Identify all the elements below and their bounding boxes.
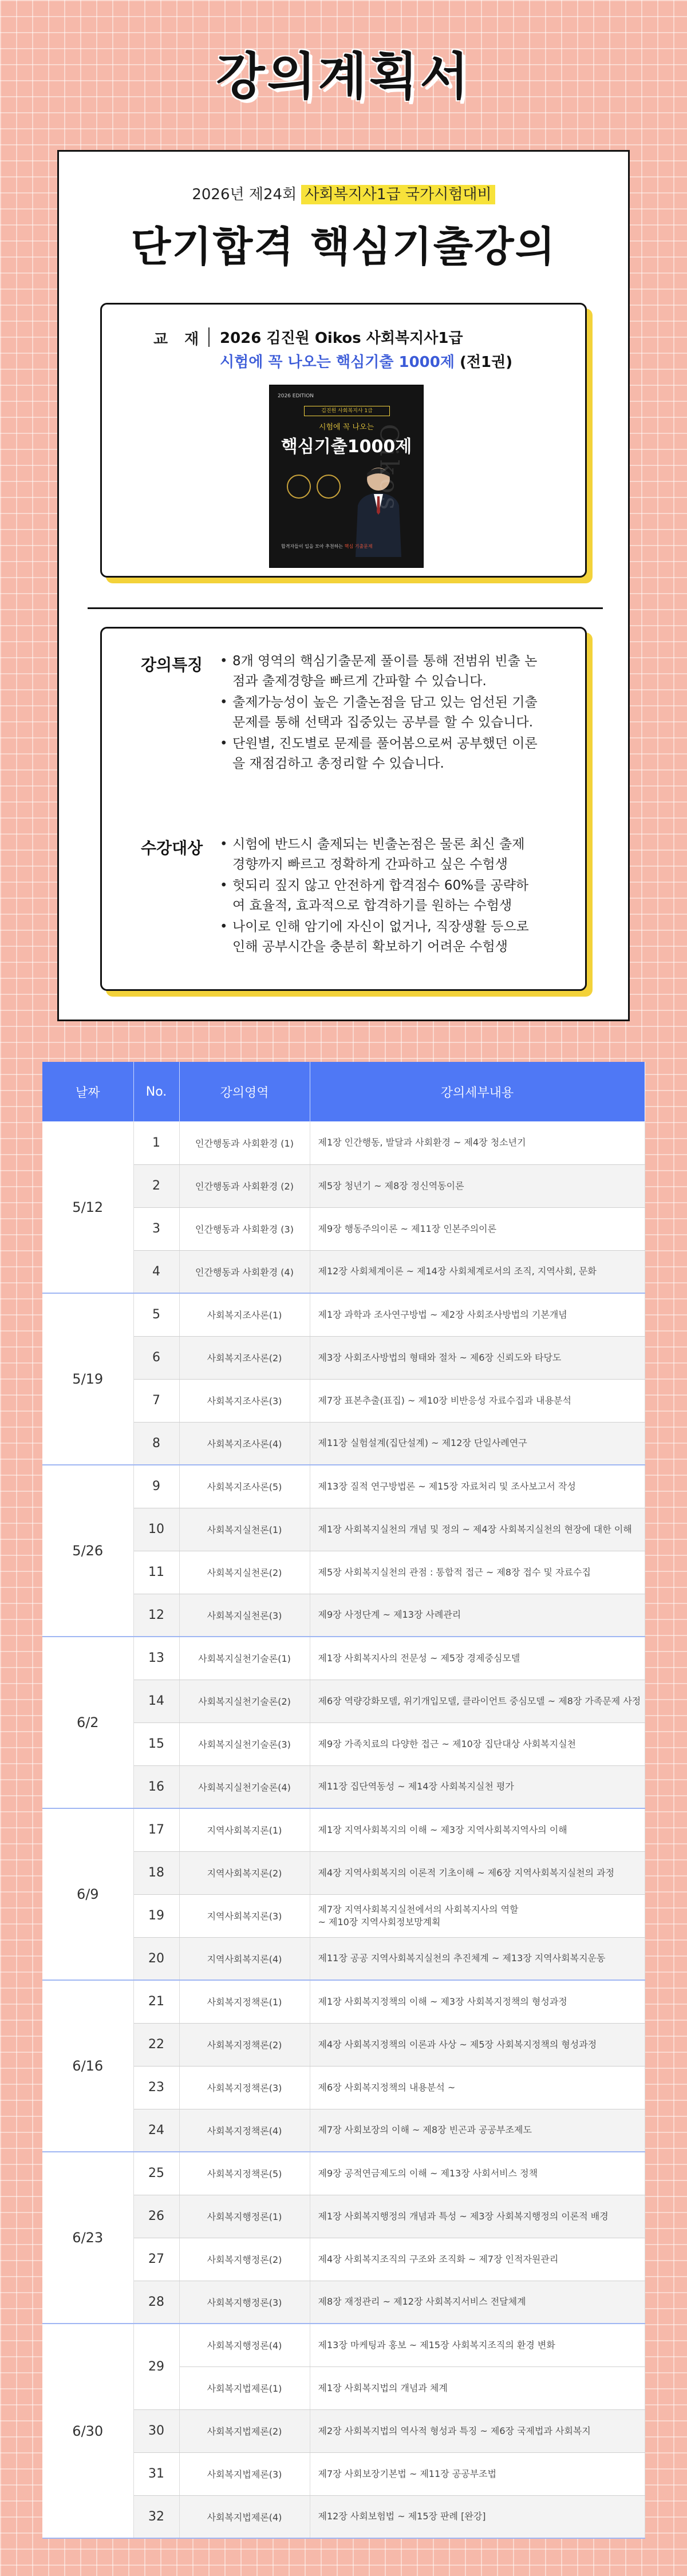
textbook-card bbox=[100, 303, 587, 578]
target-list bbox=[220, 835, 540, 958]
lecture-area: 인간행동과 사회환경 (2) bbox=[179, 1164, 310, 1207]
lecture-number: 1 bbox=[133, 1121, 179, 1164]
lecture-number: 20 bbox=[133, 1937, 179, 1980]
date-cell: 5/26 bbox=[42, 1465, 133, 1637]
schedule-body bbox=[42, 1121, 645, 2538]
lecture-detail: 제2장 사회복지법의 역사적 형성과 특징 ~ 제6장 국제법과 사회복지 bbox=[310, 2409, 645, 2452]
lecture-number: 16 bbox=[133, 1765, 179, 1808]
target-item: • 나이로 인해 암기에 자신이 없거나, 직장생활 등으로 인해 공부시간을 충분히 확보하기 어려운 수험생 bbox=[220, 917, 540, 957]
lecture-detail: 제9장 가족치료의 다양한 접근 ~ 제10장 집단대상 사회복지실천 bbox=[310, 1722, 645, 1765]
lecture-area: 사회복지조사론(5) bbox=[179, 1465, 310, 1508]
textbook-line2 bbox=[220, 350, 512, 372]
lecture-area: 지역사회복지론(1) bbox=[179, 1808, 310, 1851]
lecture-area: 사회복지행정론(4) bbox=[179, 2324, 310, 2366]
lecture-number: 8 bbox=[133, 1422, 179, 1465]
cover-main-title: 핵심기출1000제 bbox=[281, 437, 412, 457]
lecture-number: 23 bbox=[133, 2066, 179, 2109]
lecture-area: 사회복지정책론(2) bbox=[179, 2023, 310, 2066]
header-detail: 강의세부내용 bbox=[310, 1062, 645, 1121]
lecture-detail: 제11장 집단역동성 ~ 제14장 사회복지실천 평가 bbox=[310, 1765, 645, 1808]
lecture-area: 사회복지행정론(2) bbox=[179, 2238, 310, 2281]
textbook-title: 시험에 꼭 나오는 핵심기출 1000제 bbox=[220, 354, 455, 371]
lecture-area: 사회복지정책론(1) bbox=[179, 1980, 310, 2023]
date-cell: 6/16 bbox=[42, 1980, 133, 2152]
textbook-divider bbox=[208, 327, 210, 347]
lecture-area: 사회복지실천론(1) bbox=[179, 1508, 310, 1551]
lecture-detail: 제9장 사정단계 ~ 제13장 사례관리 bbox=[310, 1594, 645, 1637]
lecture-number: 12 bbox=[133, 1594, 179, 1637]
lecture-detail: 제3장 사회조사방법의 형태와 절차 ~ 제6장 신뢰도와 타당도 bbox=[310, 1336, 645, 1379]
lecture-number: 4 bbox=[133, 1250, 179, 1293]
lecture-number: 32 bbox=[133, 2495, 179, 2538]
lecture-detail: 제6장 사회복지정책의 내용분석 ~ bbox=[310, 2066, 645, 2109]
lecture-area: 사회복지정책론(3) bbox=[179, 2066, 310, 2109]
lecture-detail: 제1장 사회복지법의 개념과 체계 bbox=[310, 2366, 645, 2409]
target-title: 수강대상 bbox=[141, 839, 203, 858]
date-cell: 6/2 bbox=[42, 1637, 133, 1808]
lecture-number: 25 bbox=[133, 2152, 179, 2195]
date-cell: 6/9 bbox=[42, 1808, 133, 1980]
lecture-detail: 제9장 공적연금제도의 이해 ~ 제13장 사회서비스 정책 bbox=[310, 2152, 645, 2195]
textbook-volume: (전1권) bbox=[454, 354, 513, 371]
lecture-area: 사회복지법제론(3) bbox=[179, 2452, 310, 2495]
lecture-area: 지역사회복지론(4) bbox=[179, 1937, 310, 1980]
lecture-number: 6 bbox=[133, 1336, 179, 1379]
cover-badge: 김진원 사회복지사 1급 bbox=[304, 406, 390, 416]
table-row bbox=[42, 2152, 645, 2195]
lecture-detail: 제5장 청년기 ~ 제8장 정신역동이론 bbox=[310, 1164, 645, 1207]
lecture-number: 26 bbox=[133, 2195, 179, 2238]
lecture-area: 사회복지정책론(4) bbox=[179, 2109, 310, 2152]
lecture-number: 24 bbox=[133, 2109, 179, 2152]
lecture-detail: 제6장 역량강화모델, 위기개입모델, 클라이언트 중심모델 ~ 제8장 가족문제 사정 bbox=[310, 1680, 645, 1722]
lecture-detail: 제7장 사회보장기본법 ~ 제11장 공공부조법 bbox=[310, 2452, 645, 2495]
header-area: 강의영역 bbox=[179, 1062, 310, 1121]
table-row bbox=[42, 1808, 645, 1851]
lecture-detail: 제13장 마케팅과 홍보 ~ 제15장 사회복지조직의 환경 변화 bbox=[310, 2324, 645, 2366]
lecture-number: 18 bbox=[133, 1851, 179, 1894]
table-row bbox=[42, 2324, 645, 2366]
lecture-area: 인간행동과 사회환경 (3) bbox=[179, 1207, 310, 1250]
lecture-detail: 제1장 지역사회복지의 이해 ~ 제3장 지역사회복지역사의 이해 bbox=[310, 1808, 645, 1851]
lecture-detail: 제4장 사회복지정책의 이론과 사상 ~ 제5장 사회복지정책의 형성과정 bbox=[310, 2023, 645, 2066]
schedule-header-row bbox=[42, 1062, 645, 1121]
textbook-label: 교 재 bbox=[153, 331, 205, 348]
lecture-area: 사회복지정책론(5) bbox=[179, 2152, 310, 2195]
lecture-detail: 제11장 공공 지역사회복지실천의 추진체계 ~ 제13장 지역사회복지운동 bbox=[310, 1937, 645, 1980]
lecture-number: 28 bbox=[133, 2281, 179, 2324]
cover-top-text: 2026 EDITION bbox=[278, 393, 314, 399]
lecture-area: 사회복지실천기술론(3) bbox=[179, 1722, 310, 1765]
lecture-detail: 제1장 사회복지행정의 개념과 특성 ~ 제3장 사회복지행정의 이론적 배경 bbox=[310, 2195, 645, 2238]
lecture-detail: 제12장 사회보험법 ~ 제15장 판례 [완강] bbox=[310, 2495, 645, 2538]
lecture-area: 사회복지법제론(2) bbox=[179, 2409, 310, 2452]
table-row bbox=[42, 1637, 645, 1680]
cover-subtitle: 시험에 꼭 나오는 bbox=[318, 423, 374, 432]
lecture-detail: 제7장 표본추출(표집) ~ 제10장 비반응성 자료수집과 내용분석 bbox=[310, 1379, 645, 1422]
lecture-detail: 제8장 재정관리 ~ 제12장 사회복지서비스 전달체계 bbox=[310, 2281, 645, 2324]
date-cell: 5/19 bbox=[42, 1293, 133, 1465]
lecture-number: 13 bbox=[133, 1637, 179, 1680]
feature-item: • 출제가능성이 높은 기출논점을 담고 있는 엄선된 기출문제를 통해 선택과 집중있는 공부를 할 수 있습니다. bbox=[220, 693, 540, 733]
lecture-number: 7 bbox=[133, 1379, 179, 1422]
feature-item: • 8개 영역의 핵심기출문제 풀이를 통해 전범위 빈출 논점과 출제경향을 빠르게 간파할 수 있습니다. bbox=[220, 651, 540, 692]
cover-bottom-line: 합격자들이 입을 모아 추천하는 bbox=[281, 544, 344, 549]
lecture-detail: 제5장 사회복지실천의 관점 : 통합적 접근 ~ 제8장 접수 및 자료수집 bbox=[310, 1551, 645, 1594]
lecture-area: 인간행동과 사회환경 (4) bbox=[179, 1250, 310, 1293]
lecture-detail: 제1장 사회복지사의 전문성 ~ 제5장 경제중심모델 bbox=[310, 1637, 645, 1680]
lecture-detail: 제4장 사회복지조직의 구조와 조직화 ~ 제7장 인적자원관리 bbox=[310, 2238, 645, 2281]
lecture-number: 30 bbox=[133, 2409, 179, 2452]
lecture-area: 사회복지법제론(4) bbox=[179, 2495, 310, 2538]
lecture-number: 31 bbox=[133, 2452, 179, 2495]
lecture-detail: 제7장 지역사회복지실천에서의 사회복지사의 역할 ~ 제10장 지역사회정보망계획 bbox=[310, 1894, 645, 1937]
date-cell: 6/30 bbox=[42, 2324, 133, 2538]
lecture-number: 3 bbox=[133, 1207, 179, 1250]
lecture-number: 10 bbox=[133, 1508, 179, 1551]
cover-vertical-text: Oikos bbox=[374, 424, 404, 513]
lecture-detail: 제9장 행동주의이론 ~ 제11장 인본주의이론 bbox=[310, 1207, 645, 1250]
lecture-area: 사회복지조사론(1) bbox=[179, 1293, 310, 1336]
lecture-number: 14 bbox=[133, 1680, 179, 1722]
lecture-area: 사회복지조사론(3) bbox=[179, 1379, 310, 1422]
exam-prefix: 2026년 제24회 bbox=[192, 186, 302, 203]
lecture-detail: 제1장 사회복지정책의 이해 ~ 제3장 사회복지정책의 형성과정 bbox=[310, 1980, 645, 2023]
schedule-table bbox=[42, 1062, 645, 2539]
exam-line bbox=[59, 183, 628, 204]
lecture-detail: 제1장 과학과 조사연구방법 ~ 제2장 사회조사방법의 기본개념 bbox=[310, 1293, 645, 1336]
lecture-area: 사회복지법제론(1) bbox=[179, 2366, 310, 2409]
lecture-number: 5 bbox=[133, 1293, 179, 1336]
lecture-detail: 제4장 지역사회복지의 이론적 기초이해 ~ 제6장 지역사회복지실천의 과정 bbox=[310, 1851, 645, 1894]
lecture-number: 11 bbox=[133, 1551, 179, 1594]
lecture-detail: 제11장 실험설계(집단설계) ~ 제12장 단일사례연구 bbox=[310, 1422, 645, 1465]
lecture-detail: 제12장 사회체계이론 ~ 제14장 사회체계로서의 조직, 지역사회, 문화 bbox=[310, 1250, 645, 1293]
award-medal-icon bbox=[287, 475, 311, 499]
lecture-number: 29 bbox=[133, 2324, 179, 2409]
exam-highlight: 사회복지사1급 국가시험대비 bbox=[301, 185, 495, 204]
lecture-area: 사회복지실천기술론(2) bbox=[179, 1680, 310, 1722]
table-row bbox=[42, 1121, 645, 1164]
section-divider bbox=[88, 607, 603, 609]
lecture-number: 9 bbox=[133, 1465, 179, 1508]
date-cell: 5/12 bbox=[42, 1121, 133, 1293]
lecture-detail: 제1장 인간행동, 발달과 사회환경 ~ 제4장 청소년기 bbox=[310, 1121, 645, 1164]
lecture-area: 사회복지실천기술론(1) bbox=[179, 1637, 310, 1680]
lecture-number: 17 bbox=[133, 1808, 179, 1851]
cover-bottom-red: 핵심 기출문제 bbox=[344, 544, 373, 549]
lecture-number: 22 bbox=[133, 2023, 179, 2066]
lecture-number: 21 bbox=[133, 1980, 179, 2023]
target-item: • 헛되리 짚지 않고 안전하게 합격점수 60%를 공략하여 효율적, 효과적으로 합격하기를 원하는 수험생 bbox=[220, 876, 540, 916]
lecture-detail: 제7장 사회보장의 이해 ~ 제8장 빈곤과 공공부조제도 bbox=[310, 2109, 645, 2152]
table-row bbox=[42, 1465, 645, 1508]
target-item: • 시험에 반드시 출제되는 빈출논점은 물론 최신 출제 경향까지 빠르고 정확하게 간파하고 싶은 수험생 bbox=[220, 835, 540, 875]
features-list bbox=[220, 651, 540, 775]
course-title: 단기합격 핵심기출강의 bbox=[131, 223, 556, 271]
features-title: 강의특징 bbox=[141, 655, 203, 674]
lecture-area: 지역사회복지론(3) bbox=[179, 1894, 310, 1937]
table-row bbox=[42, 1980, 645, 2023]
course-plan-sheet bbox=[57, 150, 630, 1021]
lecture-area: 사회복지조사론(2) bbox=[179, 1336, 310, 1379]
page-title: 강의계획서 bbox=[216, 47, 471, 106]
lecture-area: 사회복지행정론(3) bbox=[179, 2281, 310, 2324]
lecture-detail: 제1장 사회복지실천의 개념 및 정의 ~ 제4장 사회복지실천의 현장에 대한 이해 bbox=[310, 1508, 645, 1551]
lecture-detail: 제13장 질적 연구방법론 ~ 제15장 자료처리 및 조사보고서 작성 bbox=[310, 1465, 645, 1508]
lecture-number: 2 bbox=[133, 1164, 179, 1207]
header-date: 날짜 bbox=[42, 1062, 133, 1121]
lecture-number: 15 bbox=[133, 1722, 179, 1765]
course-info-card bbox=[100, 627, 587, 991]
cover-bottom-text bbox=[281, 543, 373, 550]
book-cover-image bbox=[269, 385, 424, 568]
table-row bbox=[42, 1293, 645, 1336]
textbook-line1: 2026 김진원 Oikos 사회복지사1급 bbox=[220, 330, 463, 347]
lecture-area: 사회복지실천기술론(4) bbox=[179, 1765, 310, 1808]
date-cell: 6/23 bbox=[42, 2152, 133, 2324]
lecture-number: 19 bbox=[133, 1894, 179, 1937]
lecture-area: 지역사회복지론(2) bbox=[179, 1851, 310, 1894]
lecture-area: 사회복지실천론(2) bbox=[179, 1551, 310, 1594]
lecture-area: 인간행동과 사회환경 (1) bbox=[179, 1121, 310, 1164]
lecture-area: 사회복지조사론(4) bbox=[179, 1422, 310, 1465]
header-no: No. bbox=[133, 1062, 179, 1121]
lecture-area: 사회복지실천론(3) bbox=[179, 1594, 310, 1637]
lecture-area: 사회복지행정론(1) bbox=[179, 2195, 310, 2238]
award-medal-icon bbox=[317, 475, 341, 499]
feature-item: • 단원별, 진도별로 문제를 풀어봄으로써 공부했던 이론을 재점검하고 총정리할 수 있습니다. bbox=[220, 734, 540, 774]
lecture-number: 27 bbox=[133, 2238, 179, 2281]
